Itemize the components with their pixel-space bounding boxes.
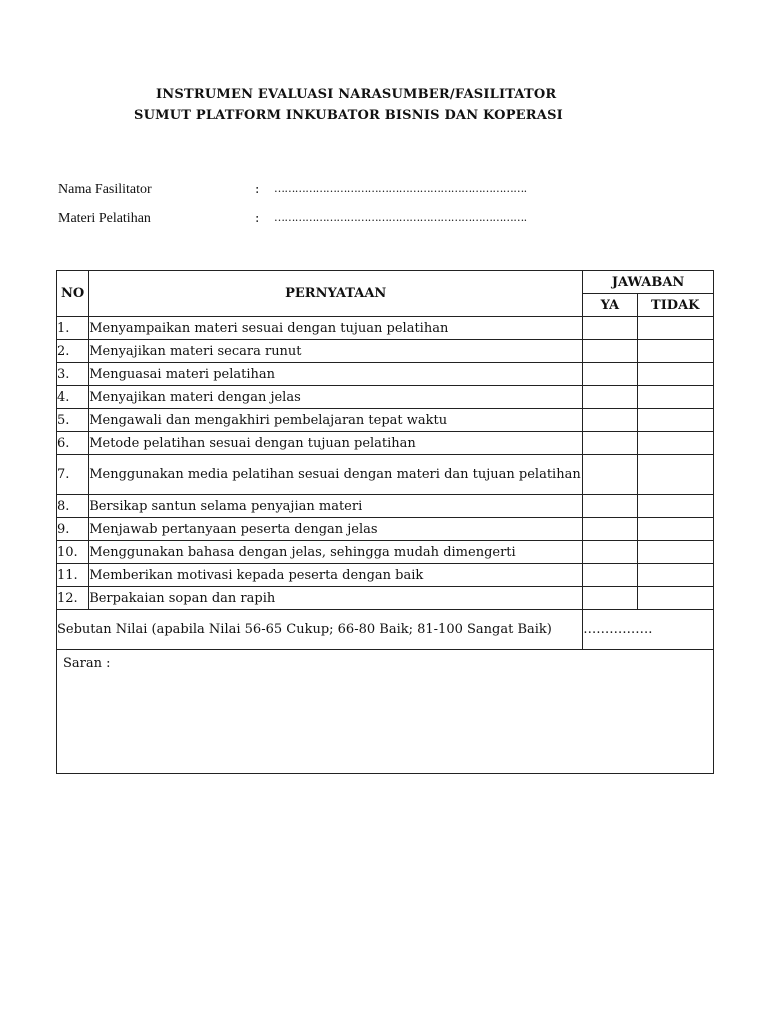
row-statement: Berpakaian sopan dan rapih [89,587,583,610]
answer-yes-cell[interactable] [583,455,637,495]
score-label: Sebutan Nilai (apabila Nilai 56-65 Cukup; 66-80 Baik; 81-100 Sangat Baik) [57,610,583,650]
answer-no-cell[interactable] [637,317,713,340]
row-statement: Menyajikan materi secara runut [89,340,583,363]
header-statement: PERNYATAAN [89,271,583,317]
row-number: 8. [57,495,89,518]
answer-yes-cell[interactable] [583,386,637,409]
row-statement: Memberikan motivasi kepada peserta dengan baik [89,564,583,587]
header-no-answer: TIDAK [637,294,713,317]
header-yes: YA [583,294,637,317]
table-row [57,317,714,340]
answer-yes-cell[interactable] [583,495,637,518]
row-statement: Bersikap santun selama penyajian materi [89,495,583,518]
row-number: 4. [57,386,89,409]
answer-yes-cell[interactable] [583,564,637,587]
answer-yes-cell[interactable] [583,363,637,386]
table-row [57,455,714,495]
table-row [57,495,714,518]
answer-no-cell[interactable] [637,432,713,455]
answer-yes-cell[interactable] [583,340,637,363]
answer-no-cell[interactable] [637,541,713,564]
row-statement: Menyampaikan materi sesuai dengan tujuan pelatihan [89,317,583,340]
row-statement: Menggunakan bahasa dengan jelas, sehingga mudah dimengerti [89,541,583,564]
table-row [57,386,714,409]
table-row [57,541,714,564]
table-row [57,409,714,432]
evaluation-table [56,270,714,774]
table-row [57,432,714,455]
row-statement: Menguasai materi pelatihan [89,363,583,386]
answer-no-cell[interactable] [637,495,713,518]
row-number: 3. [57,363,89,386]
score-blank[interactable]: ……………. [583,610,714,650]
table-row [57,587,714,610]
answer-no-cell[interactable] [637,564,713,587]
answer-yes-cell[interactable] [583,409,637,432]
header-answer: JAWABAN [583,271,714,294]
training-material-label: Materi Pelatihan [58,211,151,226]
training-material-colon: : [255,211,260,226]
facilitator-name-label: Nama Fasilitator [58,182,152,197]
answer-yes-cell[interactable] [583,587,637,610]
score-row [57,610,714,650]
row-number: 12. [57,587,89,610]
row-number: 11. [57,564,89,587]
answer-no-cell[interactable] [637,409,713,432]
answer-yes-cell[interactable] [583,317,637,340]
answer-no-cell[interactable] [637,455,713,495]
suggestion-box[interactable] [57,650,714,774]
answer-no-cell[interactable] [637,340,713,363]
row-statement: Metode pelatihan sesuai dengan tujuan pelatihan [89,432,583,455]
answer-no-cell[interactable] [637,363,713,386]
document-title-line-1: INSTRUMEN EVALUASI NARASUMBER/FASILITATOR [156,87,557,102]
answer-no-cell[interactable] [637,518,713,541]
row-statement: Menyajikan materi dengan jelas [89,386,583,409]
row-number: 7. [57,455,89,495]
answer-yes-cell[interactable] [583,432,637,455]
answer-yes-cell[interactable] [583,541,637,564]
document-title-line-2: SUMUT PLATFORM INKUBATOR BISNIS DAN KOPERASI [134,108,563,123]
suggestion-row [57,650,714,774]
row-statement: Mengawali dan mengakhiri pembelajaran tepat waktu [89,409,583,432]
answer-yes-cell[interactable] [583,518,637,541]
training-material-blank[interactable]: ………………………………………………………………. [274,211,527,224]
suggestion-label: Saran : [63,656,111,671]
facilitator-name-blank[interactable]: ………………………………………………………………. [274,182,527,195]
row-statement: Menjawab pertanyaan peserta dengan jelas [89,518,583,541]
row-number: 2. [57,340,89,363]
facilitator-name-colon: : [255,182,260,197]
row-statement: Menggunakan media pelatihan sesuai dengan materi dan tujuan pelatihan [89,455,583,495]
answer-no-cell[interactable] [637,587,713,610]
table-row [57,363,714,386]
row-number: 9. [57,518,89,541]
row-number: 6. [57,432,89,455]
table-row [57,518,714,541]
table-row [57,340,714,363]
row-number: 10. [57,541,89,564]
row-number: 1. [57,317,89,340]
row-number: 5. [57,409,89,432]
answer-no-cell[interactable] [637,386,713,409]
header-no: NO [57,271,89,317]
table-row [57,564,714,587]
